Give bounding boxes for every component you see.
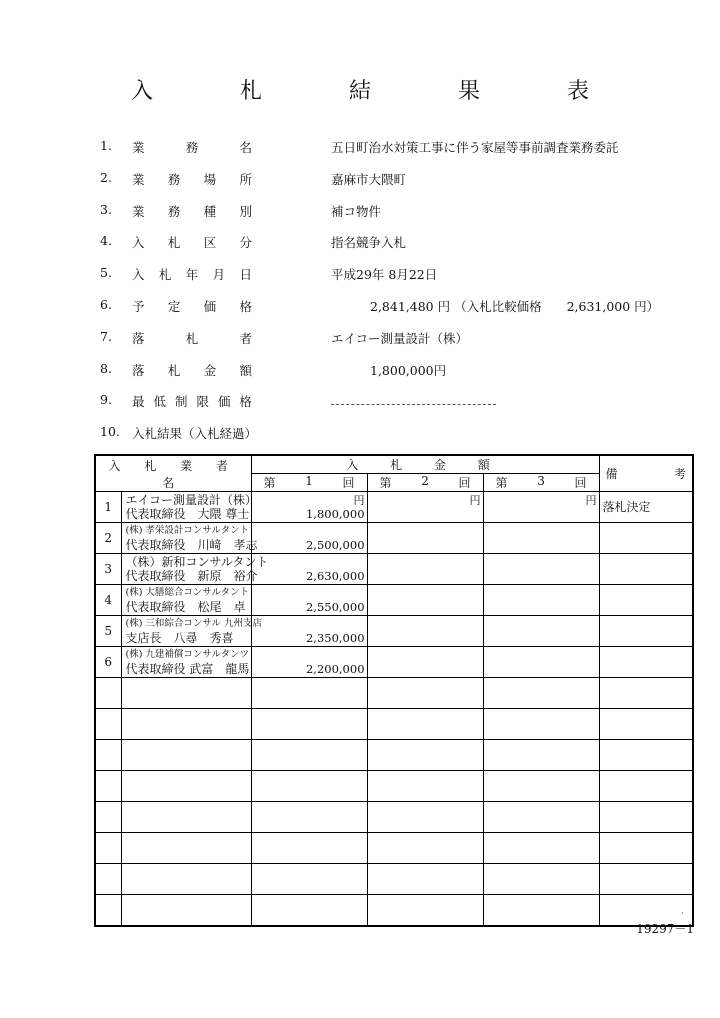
info-value: 五日町治水対策工事に伴う家屋等事前調査業務委託 [331,140,619,155]
empty-cell [95,833,121,864]
info-label-char: 最 [132,394,145,410]
info-row [100,329,700,361]
remark-text [600,647,693,653]
info-label [132,297,252,315]
round2-amount-cell [367,492,483,523]
info-label-char: 務 [167,171,181,187]
info-label-char: 額 [239,362,252,378]
representative-name: 代表取締役 新原 裕介 [125,569,258,583]
info-row [100,202,700,234]
empty-cell [483,709,599,740]
info-label-char: 務 [185,140,199,155]
table-row [95,585,693,616]
round1-amount-cell [251,647,367,678]
bid-amount: 1,800,000 [305,507,365,521]
info-label-char: 年 [185,267,199,283]
info-label-char: 分 [239,235,252,251]
empty-cell [483,895,599,927]
empty-cell [367,833,483,864]
bidder-cell [121,647,251,678]
info-label-char: 区 [203,235,217,251]
representative-name: 代表取締役 川﨑 孝志 [125,538,258,552]
info-label [132,138,252,156]
empty-table-row [95,864,693,895]
info-label-char: 格 [239,394,252,410]
empty-table-row [95,895,693,927]
round3-amount-cell [483,647,599,678]
empty-cell [599,740,693,771]
bidder-cell [121,616,262,647]
info-label-char: 価 [203,298,217,314]
table-row [95,554,693,585]
remark-text: 落札決定 [602,500,651,514]
empty-cell [367,709,483,740]
empty-cell [95,864,121,895]
row-number: 2 [95,523,121,554]
remark-text [600,523,693,529]
empty-cell [599,802,693,833]
table-row [95,492,693,523]
bid-amount: 2,630,000 [305,569,365,583]
yen-unit: 円 [469,494,481,507]
table-row [95,616,693,647]
empty-cell [95,802,121,833]
info-label-char: 名 [239,140,252,155]
row-number: 1 [95,492,121,523]
info-label-char: 金 [203,362,217,378]
info-number: 3. [100,201,112,217]
round1-amount-cell [251,554,367,585]
round3-amount-cell [483,616,599,647]
empty-cell [367,895,483,927]
info-label [132,265,252,283]
info-label-char: 種 [203,203,217,219]
remarks-cell [599,616,693,647]
empty-cell [251,833,367,864]
empty-table-row [95,709,693,740]
bid-amount: 2,550,000 [305,600,365,614]
info-value: 補コ物件 [331,203,382,219]
empty-table-row [95,833,693,864]
info-label-char: 日 [239,267,252,283]
empty-cell [367,740,483,771]
empty-cell [367,802,483,833]
round2-header: 第 2 回 [367,474,483,492]
empty-cell [251,740,367,771]
document-code: 19297－1 [636,922,694,936]
round2-amount-cell [367,523,483,554]
empty-cell [483,833,599,864]
info-label-char: 業 [132,171,145,187]
info-label [132,329,252,347]
empty-cell [483,771,599,802]
round3-amount-cell [483,554,599,585]
empty-cell [599,833,693,864]
row-number: 5 [95,616,121,647]
round2-amount-cell [367,647,483,678]
empty-cell [95,740,121,771]
info-label-char: 札 [167,235,181,251]
round3-header: 第 3 回 [483,474,599,492]
round2-amount-cell [367,616,483,647]
empty-cell [483,740,599,771]
info-label: 入札結果（入札経過） [132,426,258,442]
remarks-cell [599,585,693,616]
empty-cell [251,771,367,802]
info-number: 2. [100,169,112,185]
bidder-header: 入 札 業 者 名 [95,455,251,492]
empty-cell [95,771,121,802]
empty-cell [367,678,483,709]
row-number: 6 [95,647,121,678]
info-number: 8. [100,360,112,376]
empty-cell [251,864,367,895]
info-row [100,233,700,265]
empty-cell [121,709,251,740]
info-value: エイコー測量設計（株） [331,330,469,346]
info-label-char: 務 [167,203,181,219]
info-label-char: 限 [196,394,209,410]
info-label-char: 落 [132,330,145,346]
bid-amount: 2,350,000 [305,631,365,645]
bid-result-table [94,454,694,927]
empty-cell [95,895,121,927]
info-row [100,138,700,170]
stray-mark: ˎ [681,905,684,915]
empty-cell [599,709,693,740]
info-row [100,265,700,297]
representative-name: 代表取締役 武富 龍馬 [125,662,250,676]
info-row [100,297,700,329]
info-label-char: 者 [239,330,252,346]
row-number: 3 [95,554,121,585]
info-label-char: 所 [239,171,252,187]
round3-amount-cell [483,585,599,616]
dashed-placeholder [331,396,496,405]
empty-table-row [95,771,693,802]
info-value: 平成29年 8月22日 [331,267,438,283]
info-section [100,138,700,456]
company-name: (株) 大膳総合コンサルタント [125,587,250,598]
info-label-char: 入 [132,235,145,251]
info-label-char: 札 [158,267,172,283]
empty-cell [121,864,251,895]
info-row [100,170,700,202]
empty-cell [367,864,483,895]
info-label-char: 札 [185,330,199,346]
info-label [132,392,252,410]
bidder-cell [121,523,258,554]
round3-amount-cell [483,523,599,554]
remarks-cell [599,554,693,585]
empty-cell [483,678,599,709]
info-number: 4. [100,233,112,249]
empty-cell [599,771,693,802]
info-value: 嘉麻市大隈町 [331,171,407,187]
empty-table-row [95,740,693,771]
amount-header: 入 札 金 額 [251,455,599,474]
empty-cell [121,771,251,802]
empty-cell [121,895,251,927]
info-label-char: 価 [217,394,231,410]
round1-amount-cell [251,616,367,647]
info-label [132,170,252,188]
info-number: 7. [100,328,112,344]
info-label [132,361,252,379]
info-label-char: 業 [132,140,145,155]
bid-amount: 2,500,000 [305,538,365,552]
info-label-char: 定 [167,298,181,314]
info-number: 9. [100,392,112,408]
page-title: 入 札 結 果 表 [131,79,629,104]
empty-cell [367,771,483,802]
info-row [100,361,700,393]
info-row [100,424,700,456]
info-label [132,233,252,251]
info-value: 2,841,480 円 （入札比較価格 2,631,000 円） [370,298,660,314]
info-row [100,392,700,424]
remarks-cell [599,647,693,678]
representative-name: 支店長 八尋 秀喜 [125,631,234,645]
company-name: エイコー測量設計（株） [125,493,258,507]
info-number: 6. [100,296,112,312]
remarks-header: 備 考 [599,455,693,492]
info-label-char: 別 [239,203,252,219]
empty-cell [251,895,367,927]
company-name: （株）新和コンサルタント [125,555,269,569]
remarks-cell [599,492,693,523]
round2-amount-cell [367,554,483,585]
info-label-char: 予 [132,298,145,314]
empty-cell [483,864,599,895]
info-label-char: 制 [174,394,188,410]
info-number: 5. [100,265,112,281]
info-label-char: 入 [132,267,145,283]
empty-cell [95,678,121,709]
bid-amount: 2,200,000 [305,662,365,676]
round3-amount-cell [483,492,599,523]
remark-text [600,616,693,622]
info-label-char: 格 [239,298,252,314]
info-label-char: 業 [132,203,145,219]
representative-name: 代表取締役 松尾 卓 [125,600,246,614]
empty-cell [121,678,251,709]
company-name: (株) 三和綜合コンサル 九州支店 [125,618,262,629]
row-number: 4 [95,585,121,616]
round2-amount-cell [367,585,483,616]
empty-cell [95,709,121,740]
bidder-cell [121,585,251,616]
round1-amount-cell [251,523,367,554]
remarks-cell [599,523,693,554]
round1-header: 第 1 回 [251,474,367,492]
info-value: 指名競争入札 [331,235,407,251]
remark-text [600,554,693,560]
info-label-char: 札 [167,362,181,378]
empty-cell [251,709,367,740]
empty-cell [251,678,367,709]
empty-cell [599,678,693,709]
round1-amount-cell [251,492,367,523]
info-value: 1,800,000円 [370,362,447,378]
info-label [132,202,252,220]
company-name: (株) 九建補償コンサルタンツ [125,649,250,660]
empty-cell [599,864,693,895]
empty-table-row [95,678,693,709]
info-label-char: 場 [203,171,217,187]
company-name: (株) 孝栄設計コンサルタント [125,525,250,536]
info-number: 10. [100,424,120,440]
table-row [95,523,693,554]
empty-cell [251,802,367,833]
yen-unit: 円 [585,494,597,507]
round1-amount-cell [251,585,367,616]
info-value [331,392,496,407]
empty-cell [121,740,251,771]
empty-cell [483,802,599,833]
info-label-char: 月 [212,267,226,283]
table-row [95,647,693,678]
bidder-cell [121,492,258,523]
info-label-char: 低 [153,394,166,410]
remark-text [600,585,693,591]
empty-cell [121,833,251,864]
empty-cell [121,802,251,833]
info-number: 1. [100,138,112,153]
empty-table-row [95,802,693,833]
bidder-cell [121,554,269,585]
representative-name: 代表取締役 大隈 尊士 [125,507,250,521]
info-label-char: 落 [132,362,145,378]
yen-unit: 円 [353,494,365,507]
